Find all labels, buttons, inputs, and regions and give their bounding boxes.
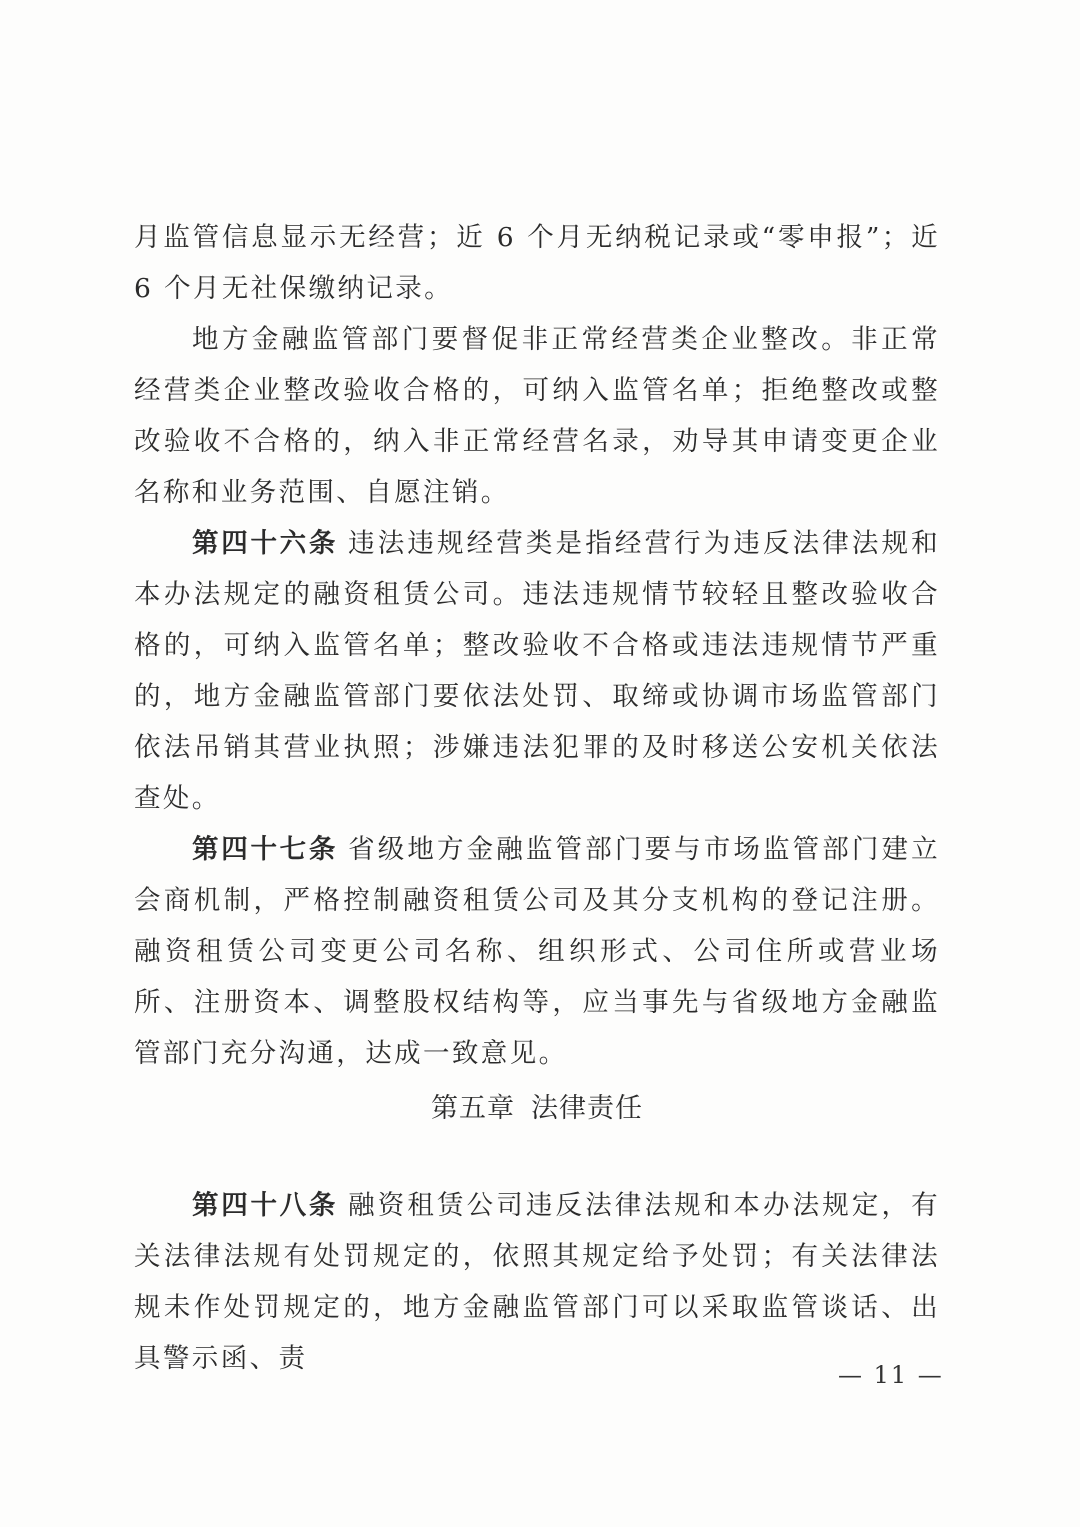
chapter-heading (134, 1083, 940, 1134)
paragraph-text: 融资租赁公司违反法律法规和本办法规定，有关法律法规有处罚规定的，依照其规定给予处罚；有关法律法规未作处罚规定的，地方金融监管部门可以采取监管谈话、出具警示函、责 (134, 1190, 941, 1374)
paragraph-article-46 (134, 518, 940, 824)
chapter-title: 法律责任 (531, 1093, 643, 1124)
paragraph-article-48 (134, 1180, 940, 1384)
article-number: 第四十八条 (192, 1190, 339, 1221)
paragraph-text: 省级地方金融监管部门要与市场监管部门建立会商机制，严格控制融资租赁公司及其分支机构的登记注册。融资租赁公司变更公司名称、组织形式、公司住所或营业场所、注册资本、调整股权结构等，应当事先与省级地方金融监管部门充分沟通，达成一致意见。 (134, 834, 941, 1069)
paragraph-article-47 (134, 824, 940, 1079)
paragraph-text: 地方金融监管部门要督促非正常经营类企业整改。非正常经营类企业整改验收合格的，可纳入监管名单；拒绝整改或整改验收不合格的，纳入非正常经营名录，劝导其申请变更企业名称和业务范围、自愿注销。 (134, 324, 940, 508)
paragraph-continuation (134, 212, 940, 314)
page-number: — 11 — (838, 1361, 944, 1389)
article-number: 第四十六条 (192, 528, 339, 559)
paragraph-rectification (134, 314, 940, 518)
chapter-number: 第五章 (431, 1093, 515, 1124)
paragraph-text: 违法违规经营类是指经营行为违反法律法规和本办法规定的融资租赁公司。违法违规情节较轻且整改验收合格的，可纳入监管名单；整改验收不合格或违法违规情节严重的，地方金融监管部门要依法处罚、取缔或协调市场监管部门依法吊销其营业执照；涉嫌违法犯罪的及时移送公安机关依法查处。 (134, 528, 941, 814)
paragraph-text: 月监管信息显示无经营；近 6 个月无纳税记录或“零申报”；近 6 个月无社保缴纳记录。 (134, 222, 940, 304)
article-number: 第四十七条 (192, 834, 339, 865)
body-text-bottom (134, 1180, 940, 1384)
body-text-top (134, 212, 940, 1079)
